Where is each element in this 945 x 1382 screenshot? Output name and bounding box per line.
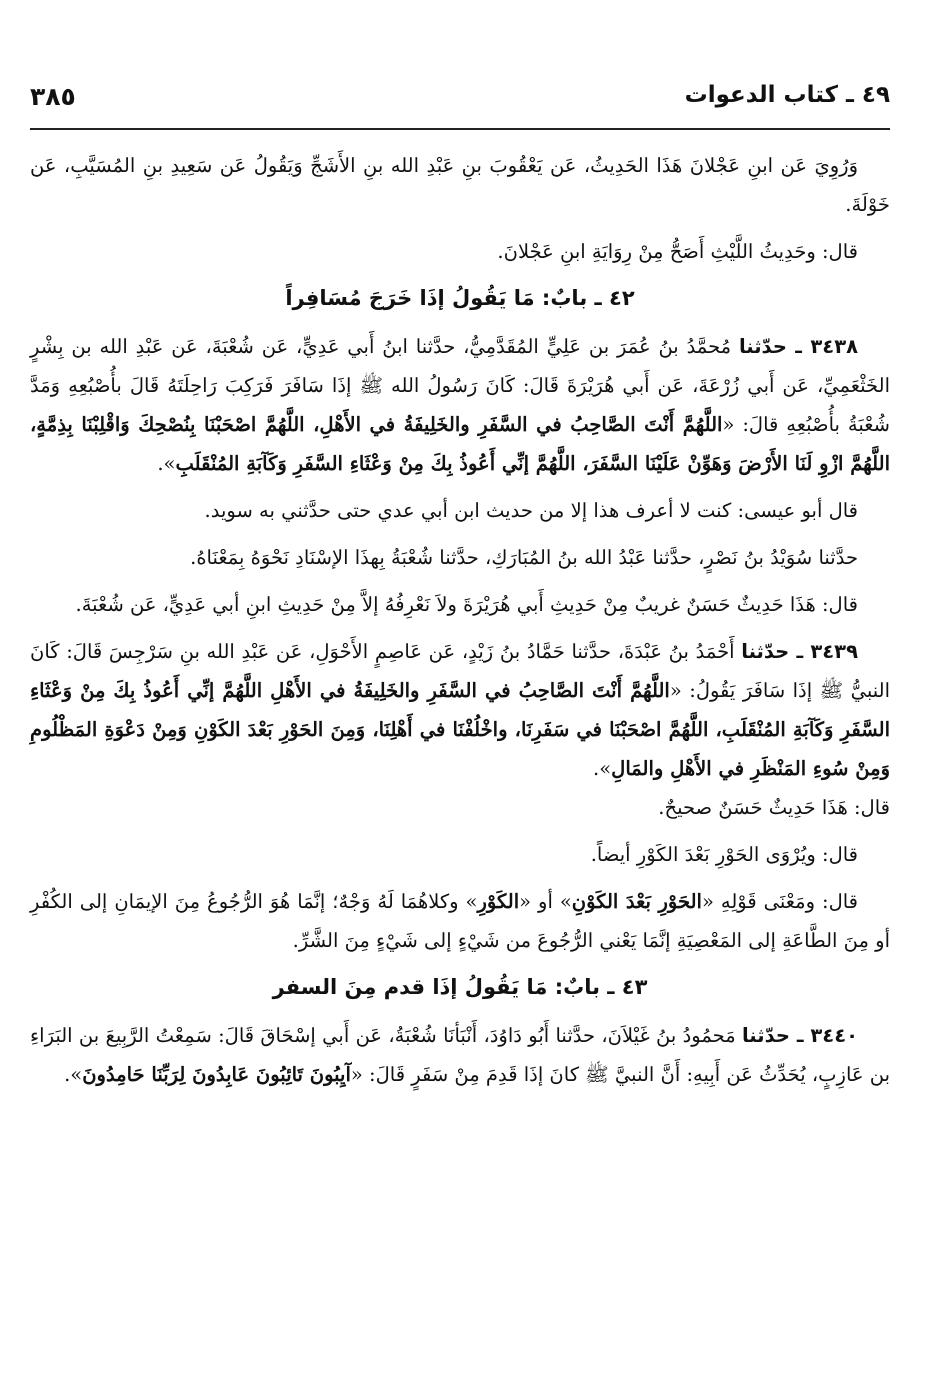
paragraph-yurwa: قال: ويُرْوَى الحَوْرِ بَعْدَ الكَوْرِ أيضاً. — [590, 843, 858, 866]
hadith-number: ٣٤٣٨ ـ حدّثنا — [738, 335, 858, 358]
hadith-isnad: أَحْمَدُ بنُ عَبْدَةَ، حدَّثنا حَمَّادُ بنُ زَيْدٍ، عَن عَاصِمٍ الأَحْوَلِ، عَن عَبْدِ الله بنِ سَرْجِسَ قَالَ: كَانَ النبيُّ ﷺ إذَا سَافَرَ يَقُولُ: « — [30, 640, 891, 702]
paragraph-hasan-gharib: قال: هَذَا حَدِيثٌ حَسَنٌ غريبٌ مِنْ حَدِيثِ أَبي هُرَيْرَةَ ولاَ نَعْرِفُهُ إلاَّ مِنْ حَدِيثِ ابنِ أبي عَدِيٍّ، عَن شُعْبَةَ. — [75, 593, 858, 616]
meaning-text: قال: ومَعْنَى قَوْلِهِ « — [701, 890, 859, 913]
page-body — [30, 146, 890, 1102]
meaning-term: الكَوْرِ — [477, 890, 520, 913]
hadith-dua: آيِبُونَ تَائِبُونَ عَابِدُونَ لِرَبِّنَا حَامِدُونَ — [82, 1063, 351, 1086]
hadith-number: ٣٤٤٠ ـ حدّثنا — [741, 1024, 858, 1047]
hadith-isnad: مَحمُودُ بنُ غَيْلاَنَ، حدَّثنا أَبُو دَاوُدَ، أَنْبَأنَا شُعْبَةُ، عَن أَبي إسْحَاقَ قَالَ: سَمِعْتُ الرَّبِيعَ بن البَرَاءِ بن عَازِبٍ، يُحَدِّثُ عَن أَبِيهِ: أَنَّ النبيَّ ﷺ كانَ إذَا قَدِمَ مِنْ سَفَرٍ قَالَ: « — [30, 1024, 890, 1086]
paragraph-abu-isa: قال أبو عيسى: كنت لا أعرف هذا إلا من حديث ابن أبي عدي حتى حدَّثني به سويد. — [204, 499, 858, 522]
hadith-end: ». — [64, 1063, 83, 1086]
hadith-end: ». — [593, 757, 612, 780]
meaning-text: » أو « — [519, 890, 572, 913]
page-header — [30, 78, 890, 122]
hadith-3440 — [30, 1016, 890, 1094]
hadith-3439 — [30, 632, 890, 827]
paragraph-meaning — [30, 882, 890, 960]
hadith-grading: قال: هَذَا حَدِيثٌ حَسَنٌ صحيحٌ. — [658, 796, 890, 819]
page-number: ٣٨٥ — [30, 82, 76, 111]
meaning-text: » وكلاهُمَا لَهُ وَجْهٌ؛ إنَّمَا هُوَ الرُّجُوعُ مِنَ الإيمَانِ إلى الكُفْرِ أو مِنَ الطَّاعَةِ إلى المَعْصِيَةِ إنَّمَا يَعْني الرُّجُوعَ من شَيْءٍ إلى شَيْءٍ مِنَ الشَّرِّ. — [30, 890, 890, 952]
hadith-dua: اللَّهُمَّ أَنْتَ الصَّاحِبُ في السَّفَرِ والخَلِيفَةُ في الأَهْلِ، اللَّهُمَّ اصْحَبْنَا بِنُصْحِكَ وَاقْلِبْنَا بِذِمَّةٍ، اللَّهُمَّ ازْوِ لَنَا الأَرْضَ وَهَوِّنْ عَلَيْنَا السَّفَرَ، اللَّهُمَّ إنِّي أَعُوذُ بِكَ مِنْ وَعْثَاءِ السَّفَرِ وَكَآبَةِ المُنْقَلَبِ — [30, 413, 890, 475]
paragraph-suwayd: حدَّثنا سُوَيْدُ بنُ نَصْرٍ، حدَّثنا عَبْدُ الله بنُ المُبَارَكِ، حدَّثنا شُعْبَةُ بِهذَا الإسْنَادِ نَحْوَهُ بِمَعْنَاهُ. — [190, 546, 858, 569]
section-heading-42: ٤٢ ـ بابٌ: مَا يَقُولُ إذَا خَرَجَ مُسَافِراً — [285, 286, 635, 310]
paragraph-layth-comment: قال: وحَدِيثُ اللَّيْثِ أَصَحُّ مِنْ رِوَايَةِ ابنِ عَجْلانَ. — [497, 240, 858, 263]
paragraph-ibn-ajlan-narration: وَرُوِيَ عَن ابنِ عَجْلانَ هَذَا الحَدِيثُ، عَن يَعْقُوبَ بنِ عَبْدِ الله بنِ الأَشَجِّ وَيَقُولُ عَن سَعِيدِ بنِ المُسَيَّبِ، عَن خَوْلَةَ. — [30, 154, 890, 216]
meaning-term: الحَوْرِ بَعْدَ الكَوْنِ — [571, 890, 702, 913]
hadith-number: ٣٤٣٩ ـ حدّثنا — [741, 640, 858, 663]
hadith-isnad: مُحمَّدُ بنُ عُمَرَ بن عَلِيٍّ المُقَدَّمِيُّ، حدَّثنا ابنُ أَبي عَدِيٍّ، عَن شُعْبَةَ، عَن عَبْدِ الله بن بِشْرٍ الخَثْعَمِيِّ، عَن أَبي زُرْعَةَ، عَن أَبي هُرَيْرَةَ قَالَ: كَانَ رَسُولُ الله ﷺ إذَا سَافَرَ فَرَكِبَ رَاحِلَتَهُ قَالَ بأُصْبُعِهِ وَمَدَّ شُعْبَةُ بأُصْبُعِهِ قالَ: « — [30, 335, 890, 436]
chapter-title: ٤٩ ـ كتاب الدعوات — [684, 82, 890, 108]
section-heading-43: ٤٣ ـ بابٌ: مَا يَقُولُ إذَا قدم مِنَ السفر — [272, 975, 648, 999]
hadith-end: ». — [157, 452, 176, 475]
hadith-3438 — [30, 327, 890, 483]
hadith-dua: اللَّهُمَّ أَنْتَ الصَّاحِبُ في السَّفَرِ والخَلِيفَةُ في الأَهْلِ اللَّهُمَّ إنِّي أَعُوذُ بِكَ مِنْ وَعْثَاءِ السَّفَرِ وَكَآبَةِ المُنْقَلَبِ، اللَّهُمَّ اصْحَبْنَا في سَفَرِنَا، واخْلُفْنَا في أَهْلِنَا، وَمِنَ الحَوْرِ بَعْدَ الكَوْنِ وَمِنْ دَعْوَةِ المَظْلُومِ وَمِنْ سُوءِ المَنْظَرِ في الأَهْلِ والمَالِ — [30, 679, 890, 780]
header-rule — [30, 128, 890, 130]
